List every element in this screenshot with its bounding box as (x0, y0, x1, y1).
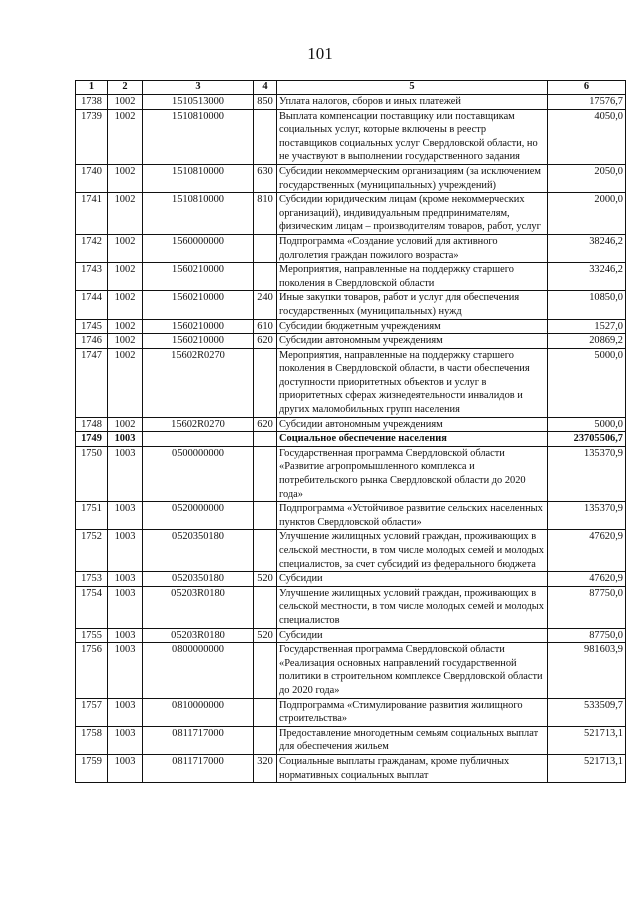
article-code-cell: 05203R0180 (143, 586, 254, 628)
section-code-cell: 1003 (108, 586, 143, 628)
article-code-cell: 1560210000 (143, 334, 254, 349)
amount-cell: 5000,0 (548, 417, 626, 432)
item-name-cell: Выплата компенсации поставщику или поставщикам социальных услуг, которые включены в реестр поставщиков социальных услуг Свердловской области, но не участвуют в выполнении государственного задания (277, 109, 548, 164)
amount-cell: 4050,0 (548, 109, 626, 164)
amount-cell: 2050,0 (548, 164, 626, 192)
table-row (76, 263, 626, 291)
item-name-cell: Государственная программа Свердловской области «Реализация основных направлений государственной политики в строительном комплексе Свердловской области до 2020 года» (277, 643, 548, 698)
expense-type-cell (254, 432, 277, 447)
section-code-cell: 1002 (108, 95, 143, 110)
row-number-cell: 1753 (76, 572, 108, 587)
row-number-cell: 1748 (76, 417, 108, 432)
expense-type-cell (254, 263, 277, 291)
row-number-cell: 1757 (76, 698, 108, 726)
article-code-cell: 0520000000 (143, 502, 254, 530)
section-code-cell: 1002 (108, 109, 143, 164)
item-name-cell: Мероприятия, направленные на поддержку старшего поколения в Свердловской области (277, 263, 548, 291)
row-number-cell: 1750 (76, 446, 108, 501)
article-code-cell: 1560210000 (143, 263, 254, 291)
article-code-cell: 05203R0180 (143, 628, 254, 643)
table-header-row (76, 81, 626, 95)
table-row (76, 234, 626, 262)
article-code-cell: 0811717000 (143, 754, 254, 782)
item-name-cell: Улучшение жилищных условий граждан, проживающих в сельской местности, в том числе молодых семей и молодых специалистов, за счет субсидий из федерального бюджета (277, 530, 548, 572)
item-name-cell: Подпрограмма «Устойчивое развитие сельских населенных пунктов Свердловской области» (277, 502, 548, 530)
article-code-cell: 15602R0270 (143, 348, 254, 417)
amount-cell: 1527,0 (548, 319, 626, 334)
amount-cell: 23705506,7 (548, 432, 626, 447)
item-name-cell: Субсидии некоммерческим организациям (за исключением государственных (муниципальных) учреждений) (277, 164, 548, 192)
row-number-cell: 1758 (76, 726, 108, 754)
section-code-cell: 1002 (108, 193, 143, 235)
article-code-cell: 1510810000 (143, 109, 254, 164)
article-code-cell: 1510513000 (143, 95, 254, 110)
amount-cell: 981603,9 (548, 643, 626, 698)
column-header: 5 (277, 81, 548, 95)
table-row (76, 628, 626, 643)
table-row (76, 726, 626, 754)
item-name-cell: Предоставление многодетным семьям социальных выплат для обеспечения жильем (277, 726, 548, 754)
expense-type-cell (254, 643, 277, 698)
amount-cell: 17576,7 (548, 95, 626, 110)
table-row (76, 754, 626, 782)
section-code-cell: 1003 (108, 698, 143, 726)
expense-type-cell (254, 234, 277, 262)
row-number-cell: 1752 (76, 530, 108, 572)
row-number-cell: 1759 (76, 754, 108, 782)
section-code-cell: 1002 (108, 263, 143, 291)
row-number-cell: 1738 (76, 95, 108, 110)
item-name-cell: Субсидии (277, 572, 548, 587)
section-code-cell: 1002 (108, 417, 143, 432)
row-number-cell: 1740 (76, 164, 108, 192)
expense-type-cell: 520 (254, 572, 277, 587)
column-header: 1 (76, 81, 108, 95)
article-code-cell: 1560210000 (143, 319, 254, 334)
table-row (76, 530, 626, 572)
section-code-cell: 1003 (108, 446, 143, 501)
expense-type-cell: 620 (254, 334, 277, 349)
expense-type-cell (254, 530, 277, 572)
expense-type-cell (254, 698, 277, 726)
item-name-cell: Государственная программа Свердловской области «Развитие агропромышленного комплекса и потребительского рынка Свердловской области до 2020 года» (277, 446, 548, 501)
table-row (76, 334, 626, 349)
column-header: 6 (548, 81, 626, 95)
row-number-cell: 1744 (76, 291, 108, 319)
section-code-cell: 1003 (108, 726, 143, 754)
amount-cell: 521713,1 (548, 754, 626, 782)
expense-type-cell: 620 (254, 417, 277, 432)
table-row (76, 291, 626, 319)
article-code-cell: 0811717000 (143, 726, 254, 754)
item-name-cell: Уплата налогов, сборов и иных платежей (277, 95, 548, 110)
expense-type-cell (254, 109, 277, 164)
amount-cell: 33246,2 (548, 263, 626, 291)
table-row (76, 502, 626, 530)
amount-cell: 521713,1 (548, 726, 626, 754)
row-number-cell: 1755 (76, 628, 108, 643)
row-number-cell: 1749 (76, 432, 108, 447)
page-number: 101 (307, 44, 333, 63)
item-name-cell: Субсидии бюджетным учреждениям (277, 319, 548, 334)
expense-type-cell: 240 (254, 291, 277, 319)
row-number-cell: 1754 (76, 586, 108, 628)
item-name-cell: Подпрограмма «Стимулирование развития жилищного строительства» (277, 698, 548, 726)
expense-type-cell: 320 (254, 754, 277, 782)
table-row (76, 319, 626, 334)
section-code-cell: 1002 (108, 334, 143, 349)
expense-type-cell (254, 348, 277, 417)
item-name-cell: Субсидии автономным учреждениям (277, 417, 548, 432)
budget-table (75, 80, 626, 783)
section-code-cell: 1003 (108, 432, 143, 447)
amount-cell: 20869,2 (548, 334, 626, 349)
table-row (76, 446, 626, 501)
amount-cell: 47620,9 (548, 572, 626, 587)
article-code-cell (143, 432, 254, 447)
table-row (76, 432, 626, 447)
expense-type-cell: 520 (254, 628, 277, 643)
article-code-cell: 0810000000 (143, 698, 254, 726)
expense-type-cell (254, 446, 277, 501)
table-row (76, 164, 626, 192)
section-code-cell: 1002 (108, 164, 143, 192)
amount-cell: 135370,9 (548, 502, 626, 530)
amount-cell: 5000,0 (548, 348, 626, 417)
table-row (76, 109, 626, 164)
column-header: 3 (143, 81, 254, 95)
section-code-cell: 1003 (108, 643, 143, 698)
section-code-cell: 1002 (108, 291, 143, 319)
article-code-cell: 0520350180 (143, 530, 254, 572)
item-name-cell: Мероприятия, направленные на поддержку старшего поколения в Свердловской области, в части обеспечения доступности приоритетных объектов и услуг в приоритетных сферах жизнедеятельности инвалидов и других маломобильных групп населения (277, 348, 548, 417)
section-code-cell: 1003 (108, 754, 143, 782)
amount-cell: 87750,0 (548, 586, 626, 628)
item-name-cell: Субсидии (277, 628, 548, 643)
item-name-cell: Субсидии юридическим лицам (кроме некоммерческих организаций), индивидуальным предпринимателям, физическим лицам – производителям товаров, работ, услуг (277, 193, 548, 235)
expense-type-cell (254, 726, 277, 754)
amount-cell: 2000,0 (548, 193, 626, 235)
table-row (76, 348, 626, 417)
item-name-cell: Подпрограмма «Создание условий для активного долголетия граждан пожилого возраста» (277, 234, 548, 262)
item-name-cell: Социальное обеспечение населения (277, 432, 548, 447)
expense-type-cell: 630 (254, 164, 277, 192)
amount-cell: 533509,7 (548, 698, 626, 726)
row-number-cell: 1756 (76, 643, 108, 698)
table-row (76, 643, 626, 698)
table-row (76, 417, 626, 432)
article-code-cell: 0500000000 (143, 446, 254, 501)
row-number-cell: 1741 (76, 193, 108, 235)
column-header: 4 (254, 81, 277, 95)
table-row (76, 698, 626, 726)
expense-type-cell: 610 (254, 319, 277, 334)
section-code-cell: 1002 (108, 234, 143, 262)
item-name-cell: Субсидии автономным учреждениям (277, 334, 548, 349)
section-code-cell: 1002 (108, 348, 143, 417)
expense-type-cell (254, 586, 277, 628)
expense-type-cell: 850 (254, 95, 277, 110)
article-code-cell: 1510810000 (143, 164, 254, 192)
expense-type-cell: 810 (254, 193, 277, 235)
column-header: 2 (108, 81, 143, 95)
amount-cell: 38246,2 (548, 234, 626, 262)
row-number-cell: 1745 (76, 319, 108, 334)
table-row (76, 193, 626, 235)
row-number-cell: 1739 (76, 109, 108, 164)
amount-cell: 135370,9 (548, 446, 626, 501)
article-code-cell: 0800000000 (143, 643, 254, 698)
amount-cell: 47620,9 (548, 530, 626, 572)
table-body (76, 95, 626, 783)
section-code-cell: 1003 (108, 502, 143, 530)
row-number-cell: 1747 (76, 348, 108, 417)
table-row (76, 572, 626, 587)
row-number-cell: 1742 (76, 234, 108, 262)
row-number-cell: 1746 (76, 334, 108, 349)
section-code-cell: 1003 (108, 628, 143, 643)
amount-cell: 87750,0 (548, 628, 626, 643)
amount-cell: 10850,0 (548, 291, 626, 319)
article-code-cell: 1560210000 (143, 291, 254, 319)
expense-type-cell (254, 502, 277, 530)
article-code-cell: 0520350180 (143, 572, 254, 587)
section-code-cell: 1003 (108, 572, 143, 587)
item-name-cell: Иные закупки товаров, работ и услуг для обеспечения государственных (муниципальных) нужд (277, 291, 548, 319)
article-code-cell: 15602R0270 (143, 417, 254, 432)
table-row (76, 95, 626, 110)
row-number-cell: 1751 (76, 502, 108, 530)
section-code-cell: 1003 (108, 530, 143, 572)
section-code-cell: 1002 (108, 319, 143, 334)
item-name-cell: Социальные выплаты гражданам, кроме публичных нормативных социальных выплат (277, 754, 548, 782)
table-row (76, 586, 626, 628)
article-code-cell: 1560000000 (143, 234, 254, 262)
row-number-cell: 1743 (76, 263, 108, 291)
item-name-cell: Улучшение жилищных условий граждан, проживающих в сельской местности, в том числе молодых семей и молодых специалистов (277, 586, 548, 628)
article-code-cell: 1510810000 (143, 193, 254, 235)
